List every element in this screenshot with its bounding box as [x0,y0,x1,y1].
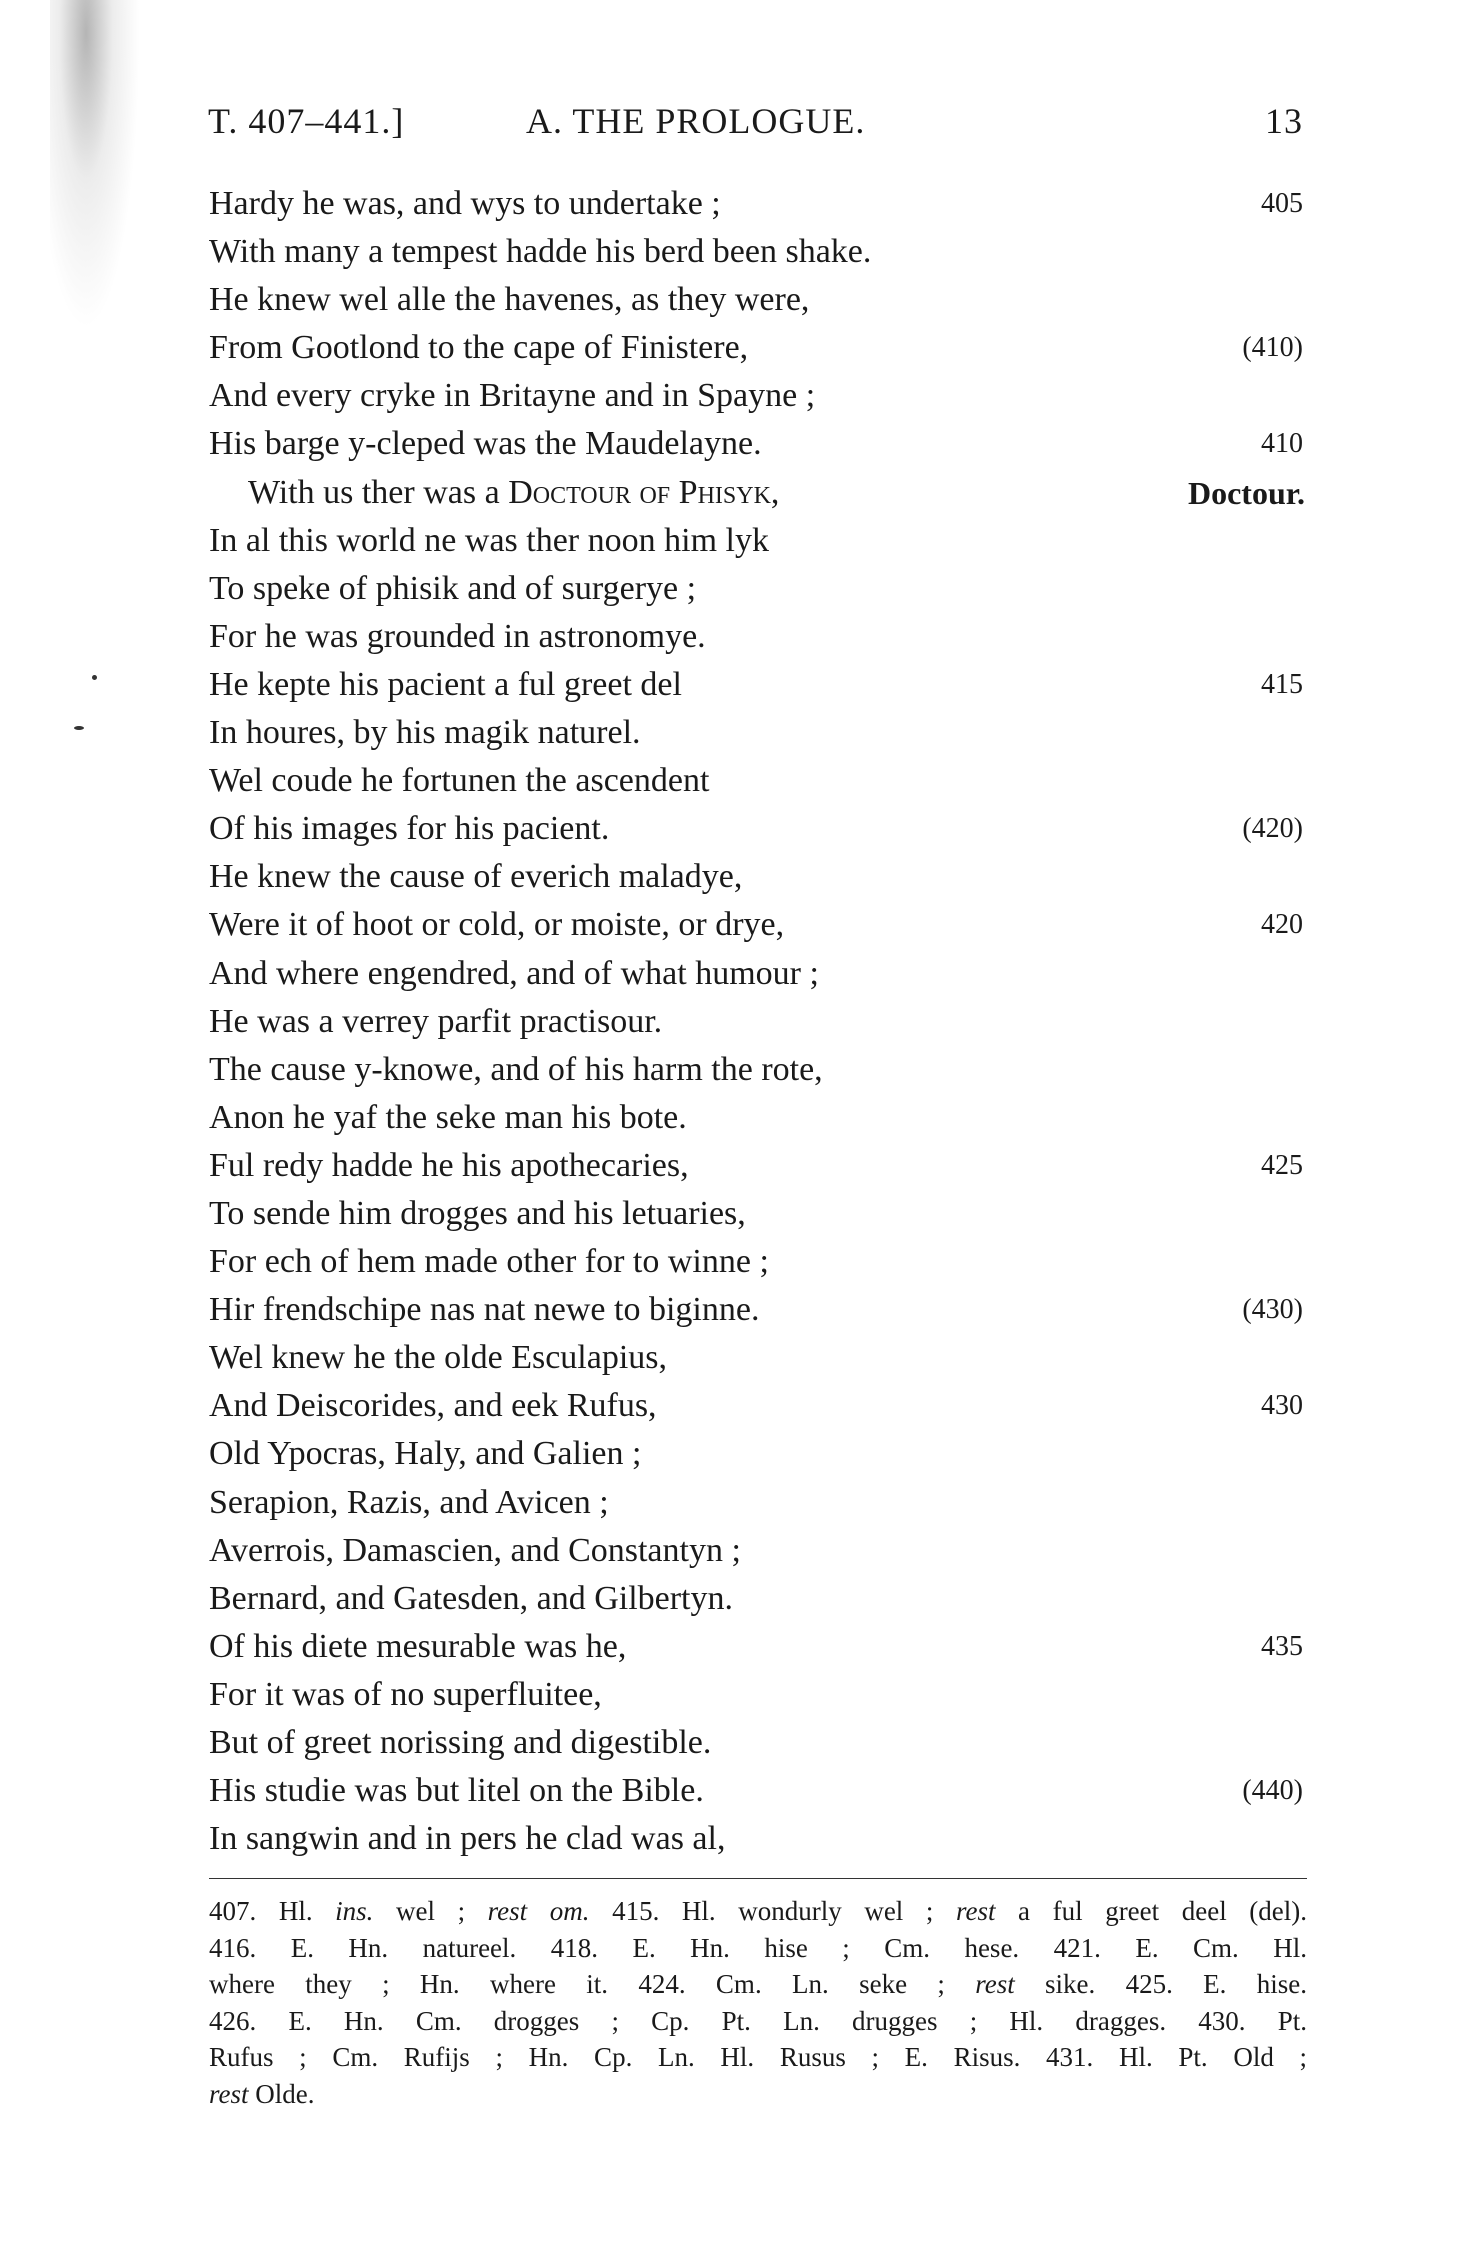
verse-line [0,1190,1461,1238]
note-text: 415. Hl. wondurly wel ; [589,1896,956,1926]
verse-line [0,1334,1461,1382]
verse-line [0,517,1461,565]
verse-line [0,420,1461,468]
verse-line [0,1094,1461,1142]
note-line [209,2076,1307,2113]
verse-line [0,1046,1461,1094]
note-text: sike. 425. E. hise. [1014,1969,1307,1999]
verse-line [0,1382,1461,1430]
verse-text: Anon he yaf the seke man his bote. [209,1098,687,1136]
verse-text: And Deiscorides, and eek Rufus, [209,1387,657,1425]
verse-line [0,565,1461,613]
line-number: 415 [1261,668,1303,700]
verse-line [0,950,1461,998]
note-text: Rufus ; Cm. Rufijs ; Hn. Cp. Ln. Hl. Rusus ; E. Risus. 431. Hl. Pt. Old ; [209,2042,1307,2072]
verse-line [0,1815,1461,1863]
verse-line [0,1142,1461,1190]
verse-text: Of his images for his pacient. [209,810,610,848]
verse-line [0,1430,1461,1478]
line-number: (430) [1242,1294,1303,1326]
note-line [209,2003,1307,2040]
note-italic: rest [955,1896,996,1926]
line-number: 410 [1261,428,1303,460]
verse-text: Old Ypocras, Haly, and Galien ; [209,1435,642,1473]
verse-text: For he was grounded in astronomye. [209,617,706,655]
verse-text [248,469,779,517]
verse-text: Ful redy hadde he his apothecaries, [209,1146,689,1184]
verse-text: Bernard, and Gatesden, and Gilbertyn. [209,1579,733,1617]
note-italic: rest [975,1969,1015,1999]
verse-text: And where engendred, and of what humour ; [209,954,819,992]
note-line [209,1930,1307,1967]
verse-line [0,1671,1461,1719]
note-text: 416. E. Hn. natureel. 418. E. Hn. hise ; Cm. hese. 421. E. Cm. Hl. [209,1932,1307,1963]
verse-line [0,661,1461,709]
verse-line [0,709,1461,757]
verse-text: In sangwin and in pers he clad was al, [209,1820,726,1858]
verse-text: He knew wel alle the havenes, as they were, [209,281,810,319]
note-line [209,1966,1307,2003]
verse-line [0,901,1461,949]
running-head [208,100,1303,150]
verse-line [0,324,1461,372]
verse-line [0,1286,1461,1334]
note-text: Olde. [248,2078,315,2109]
note-italic: ins. [335,1896,374,1926]
verse-text: In al this world ne was ther noon him lyk [209,521,769,559]
verse-line [0,1575,1461,1623]
verse-text: With many a tempest hadde his berd been shake. [209,233,872,271]
verse-text: Serapion, Razis, and Avicen ; [209,1483,609,1521]
line-number: (440) [1242,1775,1303,1807]
verse-text: For it was of no superfluitee, [209,1675,602,1713]
verse-text: He knew the cause of everich maladye, [209,858,743,896]
verse-text: Hir frendschipe nas nat newe to biginne. [209,1291,760,1329]
line-number: 430 [1261,1390,1303,1422]
verse-text: To sende him drogges and his letuaries, [209,1194,746,1232]
note-text: a ful greet deel (del). [995,1896,1307,1926]
verse-line [0,998,1461,1046]
line-number: 405 [1261,188,1303,219]
line-number: (410) [1242,332,1303,364]
section-title: A. THE PROLOGUE. [526,101,866,141]
verse-line [0,228,1461,276]
verse-line [0,1479,1461,1527]
textual-notes [209,1893,1307,2112]
verse-text: To speke of phisik and of surgerye ; [209,569,697,607]
line-number: 435 [1261,1630,1303,1662]
note-text: where they ; Hn. where it. 424. Cm. Ln. seke ; [209,1969,976,1999]
line-number: 425 [1261,1149,1303,1181]
line-number: 420 [1261,909,1303,941]
verse-line [0,180,1461,228]
note-text: 407. Hl. [209,1896,336,1926]
verse-line [0,1238,1461,1286]
verse-line [0,853,1461,901]
verse-text: His barge y-cleped was the Maudelayne. [209,425,762,463]
note-text: 426. E. Hn. Cm. drogges ; Cp. Pt. Ln. drugges ; Hl. dragges. 430. Pt. [209,2005,1307,2036]
verse-line [0,1719,1461,1767]
note-line [209,1893,1307,1930]
footnote-rule [209,1878,1307,1879]
verse-text-part: , [770,473,780,511]
note-italic: rest [209,2078,249,2109]
verse-text: And every cryke in Britayne and in Spayne ; [209,377,816,415]
note-line [209,2039,1307,2076]
verse-text-part: With us ther was a [248,473,509,511]
line-number: (420) [1242,813,1303,845]
verse-text: Averrois, Damascien, and Constantyn ; [209,1531,741,1569]
verse-text: Wel coude he fortunen the ascendent [209,762,710,800]
side-note: Doctour. [1187,474,1305,511]
verse-text: But of greet norissing and digestible. [209,1724,712,1761]
verse-text: He kepte his pacient a ful greet del [209,665,682,703]
verse-text: Of his diete mesurable was he, [209,1627,627,1665]
verse-text: His studie was but litel on the Bible. [209,1772,704,1810]
character-name: Doctour of Phisyk [508,473,771,511]
verse-line [0,372,1461,420]
verse-line [0,613,1461,661]
verse-line [0,1527,1461,1575]
verse-line [0,1623,1461,1671]
verse-text: Wel knew he the olde Esculapius, [209,1339,668,1377]
verse-text: Were it of hoot or cold, or moiste, or drye, [209,906,785,944]
verse-text: For ech of hem made other for to winne ; [209,1243,769,1281]
poem-text [0,180,1461,1863]
verse-text: From Gootlond to the cape of Finistere, [209,329,749,367]
page-number: 13 [1265,101,1303,141]
verse-text: In houres, by his magik naturel. [209,714,641,752]
verse-text: Hardy he was, and wys to undertake ; [209,185,721,222]
note-text: wel ; [373,1896,488,1926]
verse-line [0,1767,1461,1815]
verse-text: The cause y-knowe, and of his harm the rote, [209,1050,823,1088]
verse-line [0,757,1461,805]
verse-text: He was a verrey parfit practisour. [209,1002,663,1040]
line-range: T. 407–441.] [208,101,405,141]
note-italic: rest om. [487,1896,590,1926]
verse-line [0,276,1461,324]
verse-line [0,805,1461,853]
verse-line [0,469,1461,517]
